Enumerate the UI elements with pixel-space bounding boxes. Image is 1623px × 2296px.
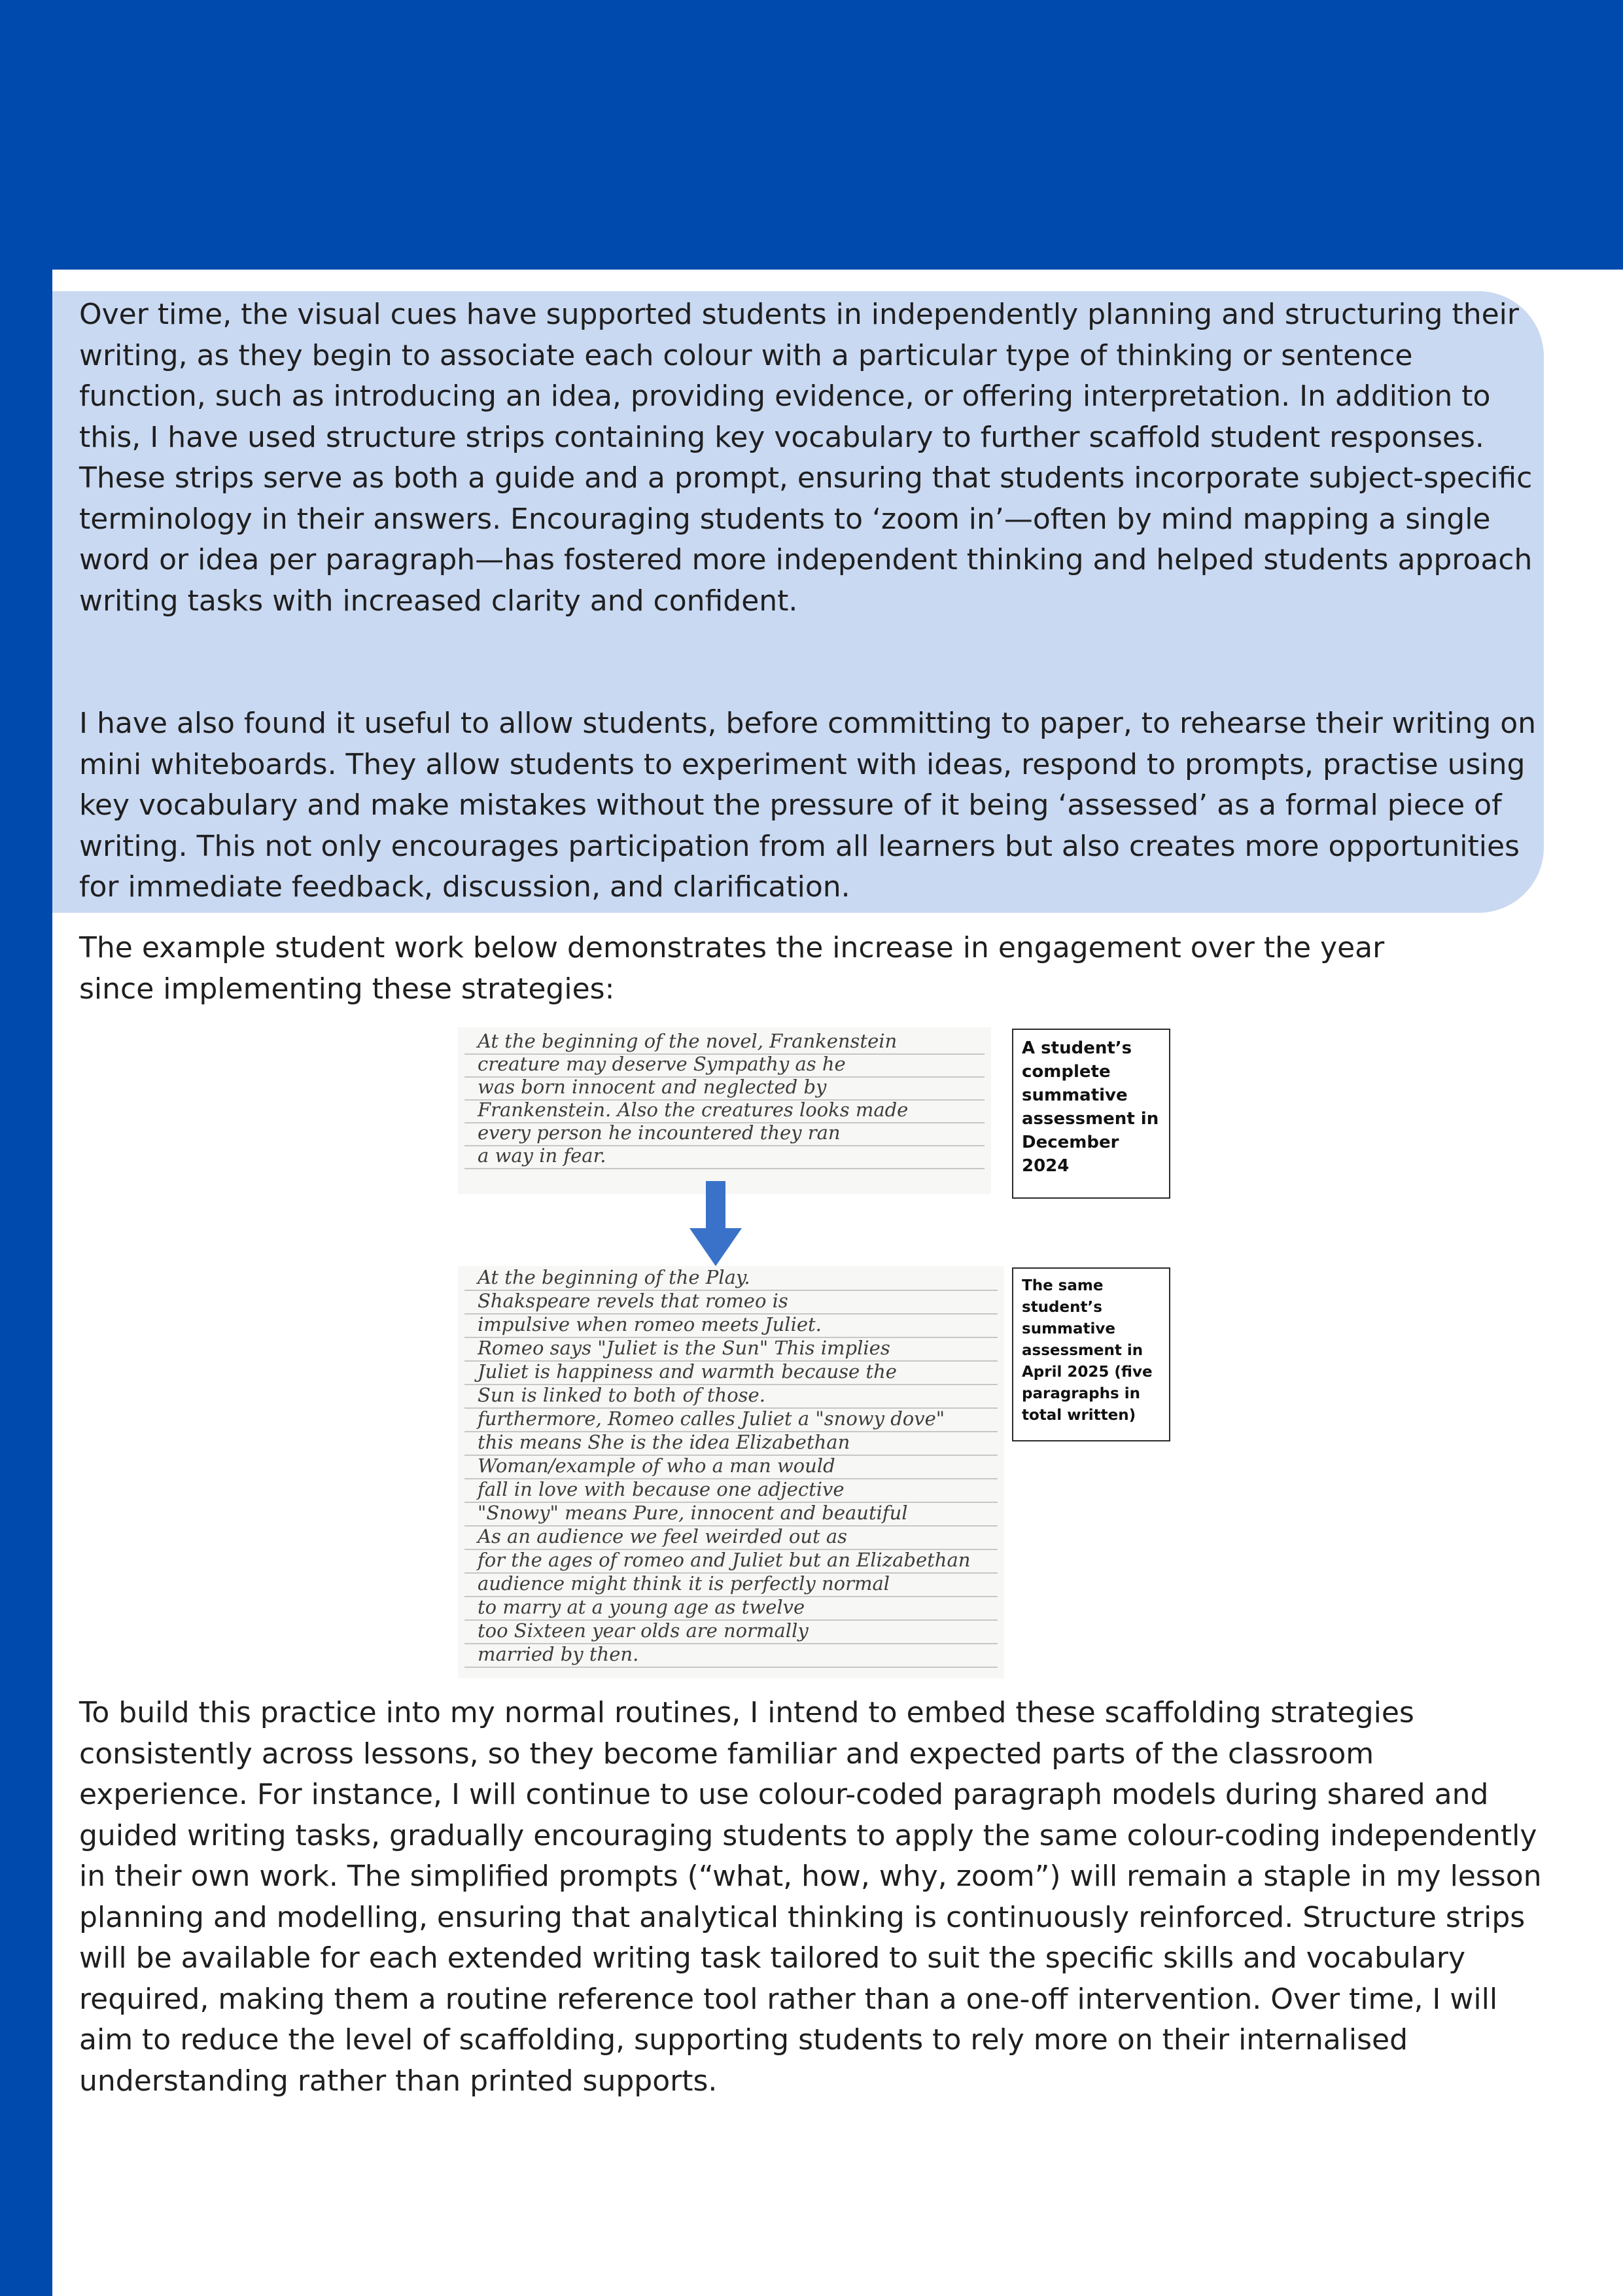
- handwriting-line: "Snowy" means Pure, innocent and beautiful: [478, 1502, 908, 1524]
- handwriting-line: was born innocent and neglected by: [478, 1076, 827, 1098]
- conclusion-paragraph: To build this practice into my normal routines, I intend to embed these scaffolding strategies consistently across lessons, so they become familiar and expected parts of the classroom experience. For instance, I will continue to use colour-coded paragraph models during shared and guided writing tasks, gradually encouraging students to apply the same colour-coding independently in their own work. The simplified prompts (“what, how, why, zoom”) will remain a staple in my lesson planning and modelling, ensuring that analytical thinking is continuously reinforced. Structure strips will be available for each extended writing task tailored to suit the specific skills and vocabulary required, making them a routine reference tool rather than a one-off intervention. Over time, I will aim to reduce the level of scaffolding, supporting students to rely more on their internalised understanding rather than printed supports.: [79, 1696, 1542, 2098]
- handwriting-line: fall in love with because one adjective: [478, 1478, 845, 1500]
- handwriting-line: this means She is the idea Elizabethan: [478, 1431, 850, 1453]
- handwriting-line: Sun is linked to both of those.: [478, 1384, 765, 1406]
- handwriting-line: Shakspeare revels that romeo is: [478, 1290, 788, 1312]
- handwriting-line: Woman/example of who a man would: [478, 1455, 835, 1477]
- caption-box-december: [1012, 1029, 1170, 1199]
- handwriting-line: to marry at a young age as twelve: [478, 1596, 805, 1618]
- header-band: [0, 0, 1623, 270]
- intro-paragraph: The example student work below demonstrates the increase in engagement over the year since implementing these strategies:: [79, 931, 1385, 1006]
- handwriting-line: audience might think it is perfectly normal: [478, 1572, 890, 1595]
- handwriting-line: too Sixteen year olds are normally: [478, 1619, 809, 1642]
- handwriting-line: Romeo says "Juliet is the Sun" This implies: [478, 1337, 890, 1359]
- handwriting-line: At the beginning of the Play.: [478, 1266, 750, 1288]
- handwriting-line: furthermore, Romeo calles Juliet a "snowy dove": [478, 1407, 945, 1430]
- handwriting-line: At the beginning of the novel, Frankenstein: [478, 1030, 898, 1052]
- down-arrow-icon: [689, 1181, 742, 1266]
- handwriting-line: Frankenstein. Also the creatures looks made: [478, 1099, 909, 1121]
- callout-paragraph-1: Over time, the visual cues have supported students in independently planning and structuring their writing, as they begin to associate each colour with a particular type of thinking or sentence function, such as introducing an idea, providing evidence, or offering interpretation. In addition to this, I have used structure strips containing key vocabulary to further scaffold student responses. These strips serve as both a guide and a prompt, ensuring that students incorporate subject-specific terminology in their answers. Encouraging students to ‘zoom in’—often by mind mapping a single word or idea per paragraph—has fostered more independent thinking and helped students approach writing tasks with increased clarity and confident.: [79, 298, 1533, 618]
- handwriting-line: As an audience we feel weirded out as: [478, 1525, 848, 1547]
- student-work-sample-2: [458, 1266, 1004, 1678]
- caption-box-april: [1012, 1267, 1170, 1441]
- handwriting-line: Juliet is happiness and warmth because the: [478, 1360, 897, 1383]
- handwriting-line: impulsive when romeo meets Juliet.: [478, 1313, 822, 1335]
- caption-april: The same student’s summative assessment in April 2025 (five paragraphs in total written): [1022, 1277, 1153, 1424]
- handwriting-line: for the ages of romeo and Juliet but an Elizabethan: [478, 1549, 971, 1571]
- handwriting-line: married by then.: [478, 1643, 639, 1665]
- ruled-line: [464, 1168, 985, 1169]
- handwriting-line: creature may deserve Sympathy as he: [478, 1053, 846, 1075]
- handwriting-line: a way in fear.: [478, 1144, 606, 1167]
- handwriting-line: every person he incountered they ran: [478, 1122, 841, 1144]
- student-work-sample-1: [458, 1027, 991, 1194]
- caption-december: A student’s complete summative assessment in December 2024: [1022, 1038, 1159, 1176]
- left-accent-bar: [0, 270, 52, 2296]
- ruled-line: [464, 1667, 998, 1668]
- callout-paragraph-2: I have also found it useful to allow students, before committing to paper, to rehearse their writing on mini whiteboards. They allow students to experiment with ideas, respond to prompts, practise using key vocabulary and make mistakes without the pressure of it being ‘assessed’ as a formal piece of writing. This not only encourages participation from all learners but also creates more opportunities for immediate feedback, discussion, and clarification.: [79, 707, 1537, 904]
